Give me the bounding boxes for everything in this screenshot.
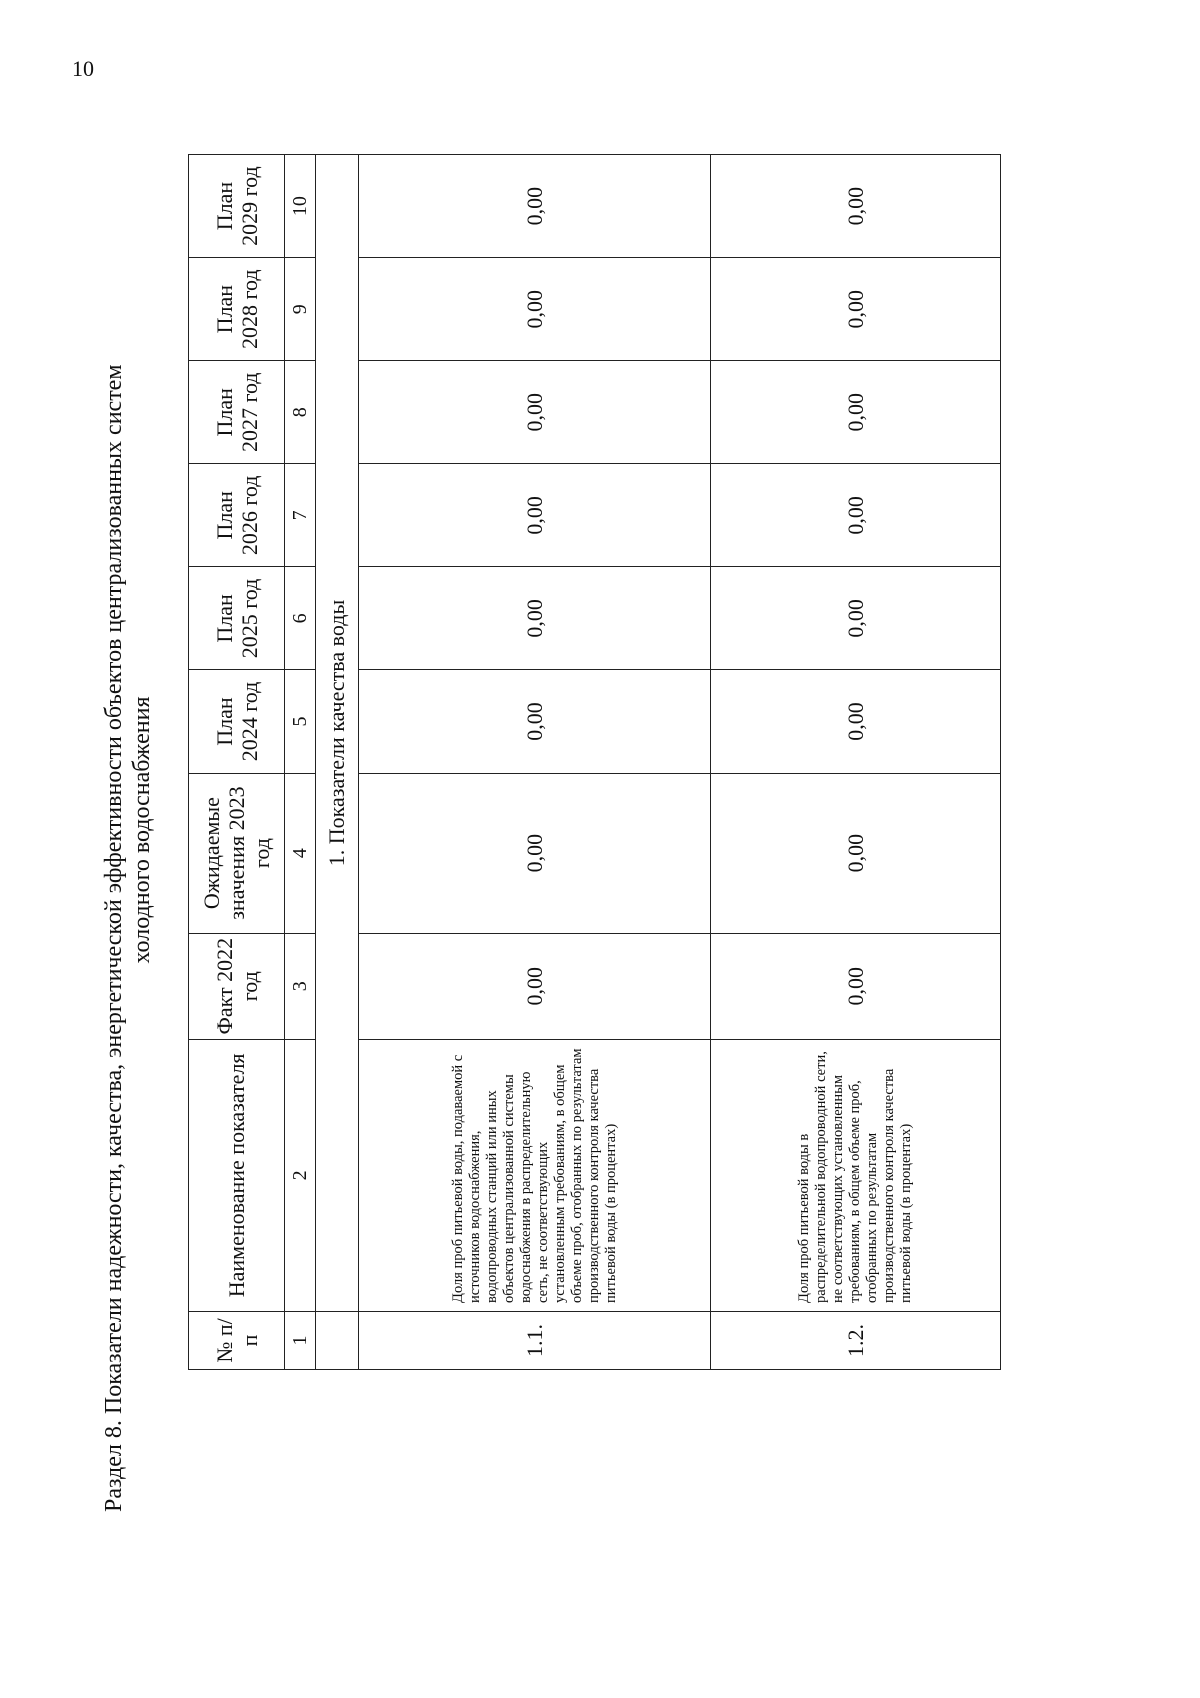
value-plan-2026: 0,00 xyxy=(711,464,1001,567)
header-plan-2028: План 2028 год xyxy=(189,258,285,361)
column-number: 2 xyxy=(285,1039,316,1311)
column-number: 8 xyxy=(285,361,316,464)
header-plan-2029: План 2029 год xyxy=(189,155,285,258)
value-plan-2024: 0,00 xyxy=(711,670,1001,773)
row-number: 1.2. xyxy=(711,1311,1001,1369)
value-fact-2022: 0,00 xyxy=(711,933,1001,1039)
section-heading: 1. Показатели качества воды xyxy=(316,155,359,1312)
header-plan-2024: План 2024 год xyxy=(189,670,285,773)
value-plan-2028: 0,00 xyxy=(359,258,711,361)
value-plan-2025: 0,00 xyxy=(711,567,1001,670)
title-line-1: Раздел 8. Показатели надежности, качества, энергетической эффективности объектов централизованных систем xyxy=(101,364,127,1512)
row-number: 1.1. xyxy=(359,1311,711,1369)
value-plan-2029: 0,00 xyxy=(711,155,1001,258)
column-number: 4 xyxy=(285,773,316,933)
value-plan-2024: 0,00 xyxy=(359,670,711,773)
header-row xyxy=(189,155,285,1370)
indicator-name: Доля проб питьевой воды в распределительной водопроводной сети, не соответствующих установленным требованиям, в общем объеме проб, отобранных по результатам производственного контроля качества питьевой воды (в процентах) xyxy=(711,1039,1001,1311)
column-number: 3 xyxy=(285,933,316,1039)
column-number: 5 xyxy=(285,670,316,773)
value-plan-2025: 0,00 xyxy=(359,567,711,670)
column-number-row xyxy=(285,155,316,1370)
value-plan-2029: 0,00 xyxy=(359,155,711,258)
table-row xyxy=(711,155,1001,1370)
indicator-name: Доля проб питьевой воды, подаваемой с источников водоснабжения, водопроводных станций или иных объектов централизованной системы водоснабжения в распределительную сеть, не соответствующих установленным требованиям, в общем объеме проб, отобранных по результатам производственного контроля качества питьевой воды (в процентах) xyxy=(359,1039,711,1311)
value-plan-2026: 0,00 xyxy=(359,464,711,567)
table-row xyxy=(359,155,711,1370)
column-number: 10 xyxy=(285,155,316,258)
page-number: 10 xyxy=(72,56,94,81)
value-fact-2022: 0,00 xyxy=(359,933,711,1039)
column-number: 6 xyxy=(285,567,316,670)
section-title xyxy=(100,140,156,1520)
value-expected-2023: 0,00 xyxy=(711,773,1001,933)
header-fact-2022: Факт 2022 год xyxy=(189,933,285,1039)
value-plan-2027: 0,00 xyxy=(359,361,711,464)
rotated-content xyxy=(72,56,1120,1520)
header-plan-2025: План 2025 год xyxy=(189,567,285,670)
indicators-table xyxy=(188,154,1001,1370)
header-no: № п/п xyxy=(189,1311,285,1369)
title-line-2: холодного водоснабжения xyxy=(129,696,155,964)
header-plan-2027: План 2027 год xyxy=(189,361,285,464)
header-name: Наименование показателя xyxy=(189,1039,285,1311)
header-expected-2023: Ожидаемые значения 2023 год xyxy=(189,773,285,933)
column-number: 9 xyxy=(285,258,316,361)
column-number: 7 xyxy=(285,464,316,567)
column-number: 1 xyxy=(285,1311,316,1369)
value-plan-2028: 0,00 xyxy=(711,258,1001,361)
section-row xyxy=(316,155,359,1370)
header-plan-2026: План 2026 год xyxy=(189,464,285,567)
value-expected-2023: 0,00 xyxy=(359,773,711,933)
value-plan-2027: 0,00 xyxy=(711,361,1001,464)
